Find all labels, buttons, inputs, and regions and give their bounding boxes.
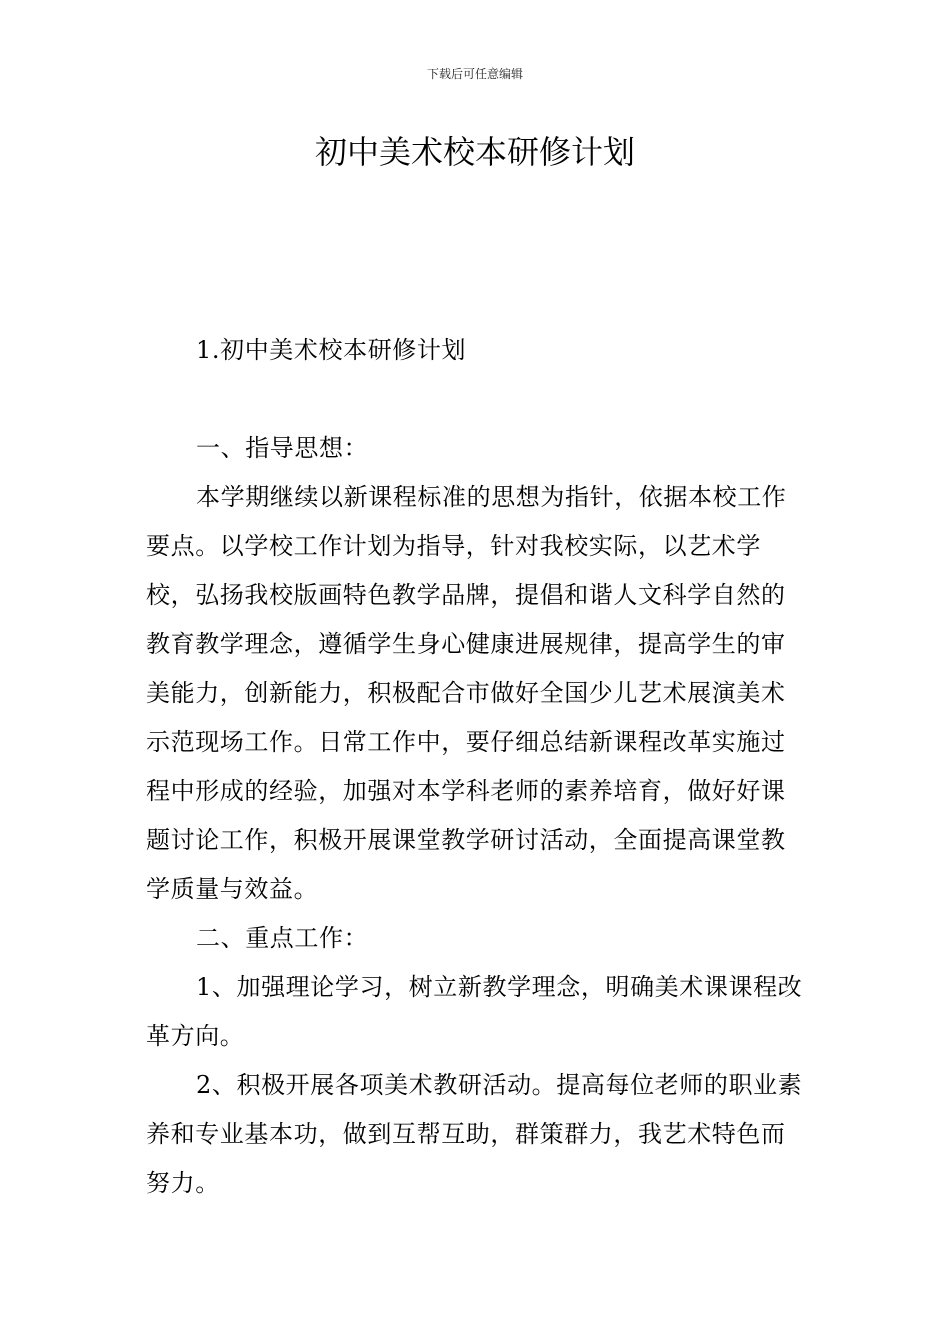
section-heading-guiding-ideology: 一、指导思想： [196, 434, 369, 462]
paragraph-key-work-2: 2、积极开展各项美术教研活动。提高每位老师的职业素养和专业基本功，做到互帮互助，群策群力，我艺术特色而努力。 [146, 1071, 803, 1197]
numbered-heading: 1.初中美术校本研修计划 [196, 336, 467, 364]
paragraph-guiding-ideology: 本学期继续以新课程标准的思想为指针，依据本校工作要点。以学校工作计划为指导，针对我校实际，以艺术学校，弘扬我校版画特色教学品牌，提倡和谐人文科学自然的教育教学理念，遵循学生身心健康进展规律，提高学生的审美能力，创新能力，积极配合市做好全国少儿艺术展演美术示范现场工作。日常工作中，要仔细总结新课程改革实施过程中形成的经验，加强对本学科老师的素养培育，做好好课题讨论工作，积极开展课堂教学研讨活动，全面提高课堂教学质量与效益。 [146, 483, 787, 903]
body-content [146, 473, 810, 1208]
document-title: 初中美术校本研修计划 [314, 133, 635, 171]
section-heading-key-work: 二、重点工作： [196, 924, 369, 952]
header-note: 下载后可任意编辑 [426, 67, 523, 81]
paragraph-key-work-1: 1、加强理论学习，树立新教学理念，明确美术课课程改革方向。 [146, 973, 803, 1050]
